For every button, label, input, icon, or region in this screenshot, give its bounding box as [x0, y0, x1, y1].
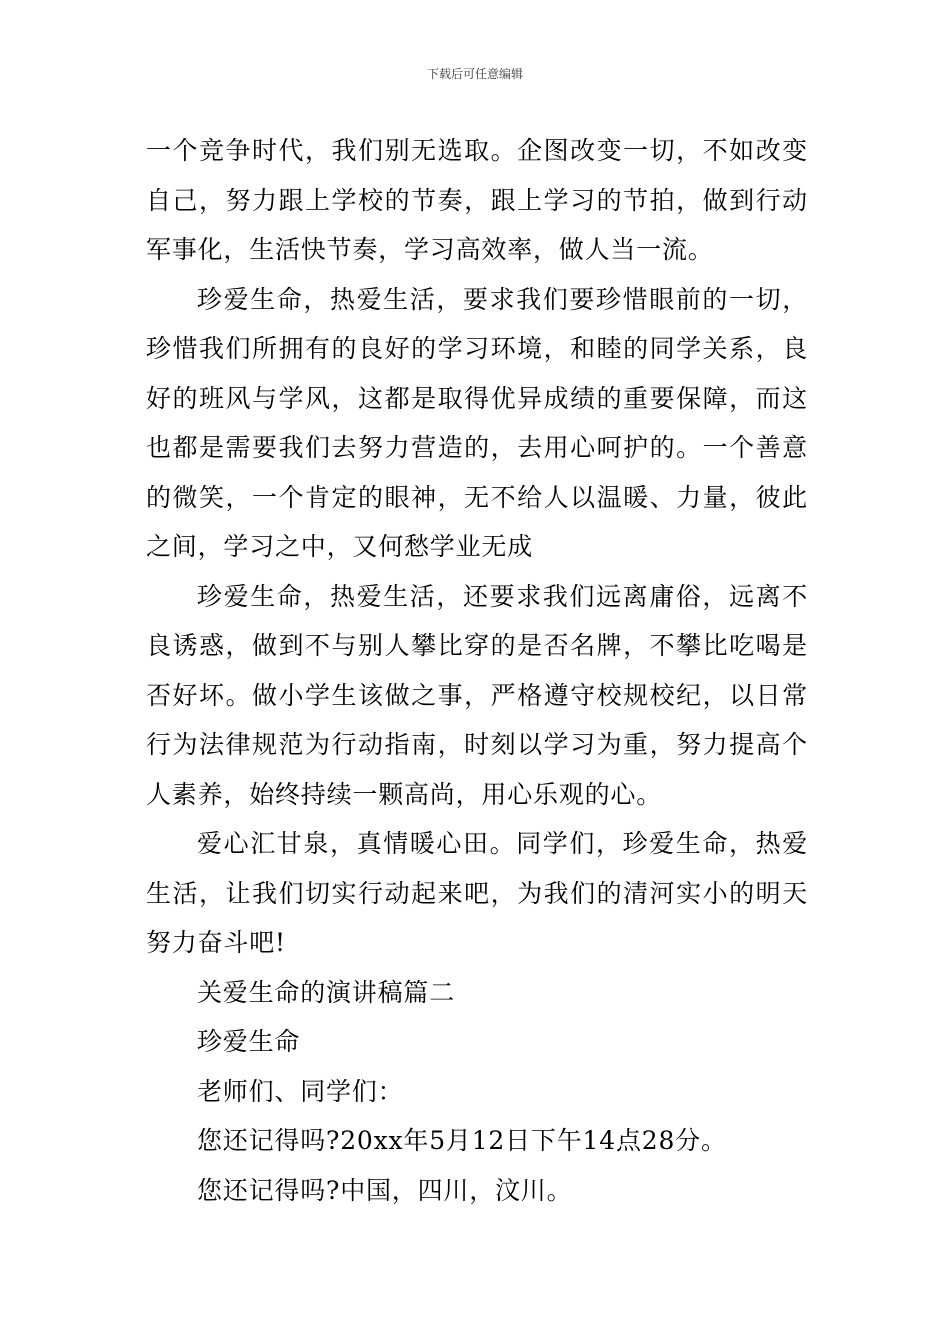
- paragraph-date: 您还记得吗?20xx年5月12日下午14点28分。: [197, 1126, 727, 1155]
- salutation: 老师们、同学们：: [197, 1076, 404, 1106]
- speech-title: 珍爱生命: [197, 1027, 301, 1056]
- paragraph-place: 您还记得吗?中国，四川，汶川。: [197, 1175, 573, 1205]
- paragraph-3: 珍爱生命，热爱生活，还要求我们远离庸俗，远离不良诱惑，做到不与别人攀比穿的是否名牌，不攀比吃喝是否好坏。做小学生该做之事，严格遵守校规校纪，以日常行为法律规范为行动指南，时刻以学习为重，努力提高个人素养，始终持续一颗高尚，用心乐观的心。: [146, 581, 808, 809]
- paragraph-1: 一个竞争时代，我们别无选取。企图改变一切，不如改变自己，努力跟上学校的节奏，跟上学习的节拍，做到行动军事化，生活快节奏，学习高效率，做人当一流。: [146, 136, 808, 264]
- document-body: [146, 126, 808, 1215]
- paragraph-4: 爱心汇甘泉，真情暖心田。同学们，珍爱生命，热爱生活，让我们切实行动起来吧，为我们的清河实小的明天努力奋斗吧!: [146, 829, 808, 957]
- header-note: 下载后可任意编辑: [426, 67, 523, 81]
- paragraph-2: 珍爱生命，热爱生活，要求我们要珍惜眼前的一切，珍惜我们所拥有的良好的学习环境，和睦的同学关系，良好的班风与学风，这都是取得优异成绩的重要保障，而这也都是需要我们去努力营造的，去用心呵护的。一个善意的微笑，一个肯定的眼神，无不给人以温暖、力量，彼此之间，学习之中，又何愁学业无成: [146, 284, 808, 561]
- section-title: 关爱生命的演讲稿篇二: [197, 977, 456, 1007]
